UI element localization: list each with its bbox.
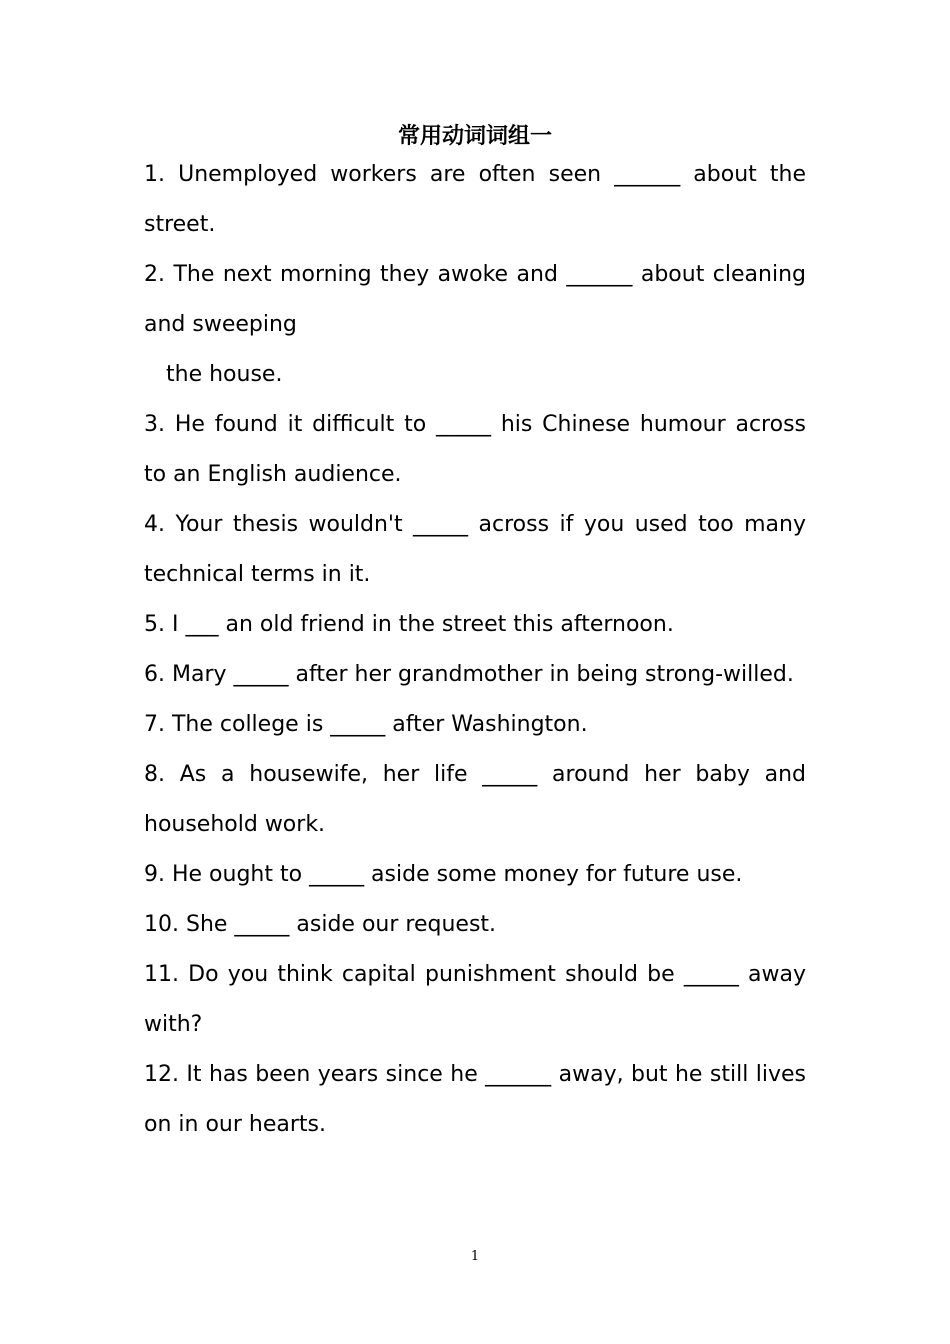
- question-7: 7. The college is _____ after Washington.: [144, 712, 588, 737]
- page-number: 1: [470, 1249, 480, 1264]
- question-2: 2. The next morning they awoke and ______ about cleaning and sweeping: [144, 262, 806, 337]
- question-4: 4. Your thesis wouldn't _____ across if you used too many technical terms in it.: [144, 512, 806, 587]
- question-1: 1. Unemployed workers are often seen ______ about the street.: [144, 162, 806, 237]
- question-10: 10. She _____ aside our request.: [144, 912, 497, 937]
- question-2-continuation: the house.: [166, 362, 283, 387]
- page-title: 常用动词词组一: [397, 123, 552, 149]
- question-11: 11. Do you think capital punishment should be _____ away with?: [144, 962, 806, 1037]
- question-9: 9. He ought to _____ aside some money for future use.: [144, 862, 743, 887]
- question-3: 3. He found it difficult to _____ his Chinese humour across to an English audience.: [144, 412, 806, 487]
- question-6: 6. Mary _____ after her grandmother in being strong-willed.: [144, 662, 794, 687]
- question-12: 12. It has been years since he ______ away, but he still lives on in our hearts.: [144, 1062, 806, 1137]
- question-5: 5. I ___ an old friend in the street this afternoon.: [144, 612, 674, 637]
- question-list: [144, 150, 806, 1150]
- question-8: 8. As a housewife, her life _____ around her baby and household work.: [144, 762, 806, 837]
